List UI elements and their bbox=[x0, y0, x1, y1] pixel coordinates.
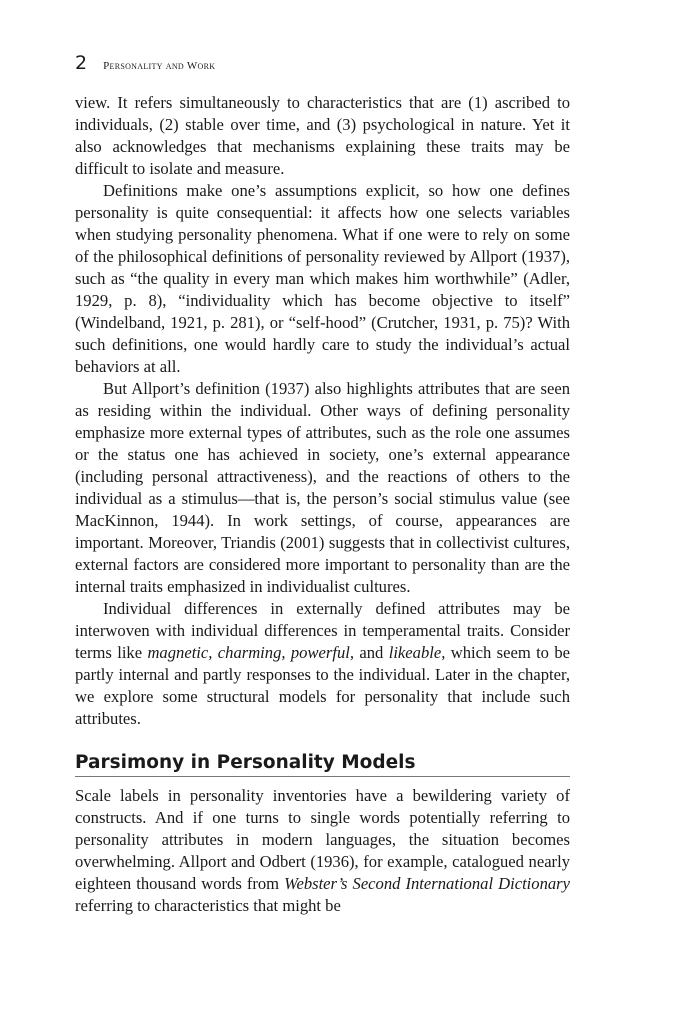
text-span: view. It refers simultaneously to characteristics that are (1) ascribed to individuals, (2) stable over time, and (3) psychological in nature. Yet it also acknowledges that mechanisms explaining these traits may be difficult to isolate and measure. bbox=[75, 93, 570, 178]
book-title: Webster’s Second International Dictionary bbox=[284, 874, 570, 893]
text-span: Individual differences in externally defined attributes may be interwoven with individual differences in temperamental traits. Consider terms like bbox=[75, 599, 570, 662]
text-span: Scale labels in personality inventories have a bewildering variety of constructs. And if one turns to single words potentially referring to personality attributes in modern languages, the situation becomes overwhelming. Allport and Odbert (1936), for example, catalogued nearly eighteen thousand words from bbox=[75, 786, 570, 893]
body-text bbox=[75, 92, 570, 730]
running-head bbox=[75, 52, 570, 74]
text-span: referring to characteristics that might be bbox=[75, 896, 341, 915]
section-body bbox=[75, 785, 570, 917]
page-number: 2 bbox=[75, 52, 88, 74]
paragraph-3 bbox=[75, 378, 570, 598]
italic-term: likeable, bbox=[388, 643, 446, 662]
italic-terms: magnetic, charming, powerful, bbox=[147, 643, 355, 662]
paragraph-1 bbox=[75, 92, 570, 180]
text-span: which seem to be partly internal and partly responses to the individual. Later in the chapter, we explore some structural models for personality that include such attributes. bbox=[75, 643, 570, 728]
text-span: Definitions make one’s assumptions explicit, so how one defines personality is quite consequential: it affects how one selects variables when studying personality phenomena. What if one were to rely on some of the philosophical definitions of personality reviewed by Allport (1937), such as “the quality in every man which makes him worthwhile” (Adler, 1929, p. 8), “individuality which has become objective to itself” (Windelband, 1921, p. 281), or “self-hood” (Crutcher, 1931, p. 75)? With such definitions, one would hardly care to study the individual’s actual behaviors at all. bbox=[75, 181, 570, 376]
section-heading: Parsimony in Personality Models bbox=[75, 752, 570, 777]
paragraph-4 bbox=[75, 598, 570, 730]
book-page bbox=[75, 52, 570, 917]
paragraph-2 bbox=[75, 180, 570, 378]
running-title: Personality and Work bbox=[103, 60, 216, 72]
text-span: But Allport’s definition (1937) also highlights attributes that are seen as residing within the individual. Other ways of defining personality emphasize more external types of attributes, such as the role one assumes or the status one has achieved in society, one’s external appearance (including personal attractiveness), and the reactions of others to the individual as a stimulus—that is, the person’s social stimulus value (see MacKinnon, 1944). In work settings, of course, appearances are important. Moreover, Triandis (2001) suggests that in collectivist cultures, external factors are considered more important to personality than are the internal traits emphasized in individualist cultures. bbox=[75, 379, 570, 596]
section-paragraph bbox=[75, 785, 570, 917]
text-span: and bbox=[354, 643, 389, 662]
